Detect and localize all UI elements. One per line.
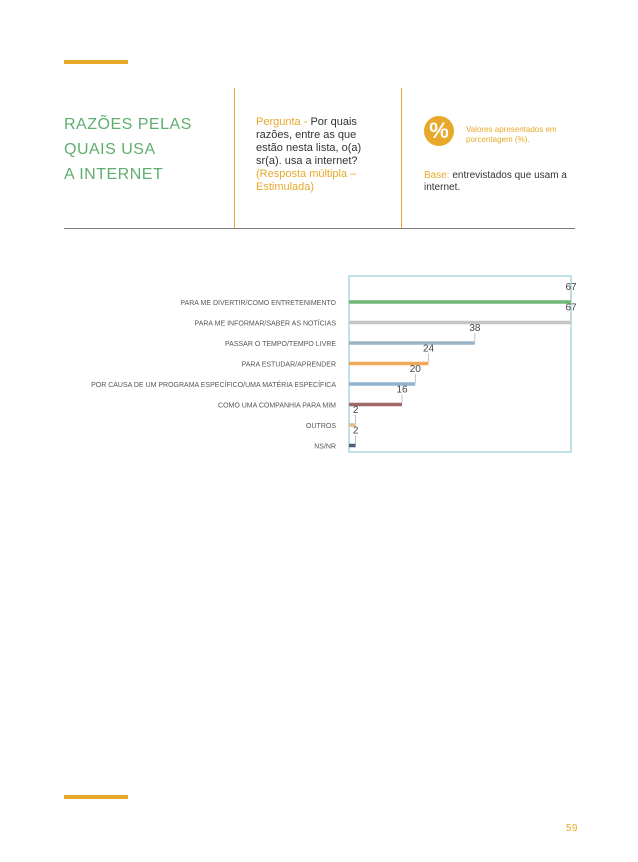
value-label: 67 — [565, 282, 577, 293]
bar — [349, 321, 571, 325]
value-label: 16 — [396, 384, 408, 396]
question-label: Pergunta - — [256, 116, 308, 128]
percent-icon: % — [424, 116, 454, 146]
value-label: 2 — [352, 425, 359, 437]
category-label: OUTROS — [306, 423, 336, 430]
category-label: COMO UMA COMPANHIA PARA MIM — [218, 402, 336, 410]
percent-note: Valores apresentados em porcentagem (%). — [466, 125, 557, 144]
title-line-1: RAZÕES PELAS — [64, 116, 192, 133]
title-line-2: QUAIS USA — [64, 141, 156, 158]
base-text: entrevistados que usam a internet. — [424, 170, 567, 193]
value-label: 2 — [352, 405, 359, 416]
value-label: 20 — [409, 364, 421, 375]
page-number: 59 — [565, 823, 578, 834]
category-label: PASSAR O TEMPO/TEMPO LIVRE — [225, 341, 336, 348]
category-label: PARA ESTUDAR/APRENDER — [241, 361, 336, 369]
value-label: 24 — [422, 343, 435, 355]
category-label: POR CAUSA DE UM PROGRAMA ESPECÍFICO/UMA MATÉRIA ESPECÍFICA — [91, 382, 336, 389]
value-label: 67 — [565, 302, 577, 314]
question-note: (Resposta múltipla – Estimulada) — [256, 168, 357, 193]
base-label: Base: — [424, 170, 450, 181]
question-text: Por quais razões, entre as que estão nesta lista, o(a) sr(a). usa a internet? — [256, 116, 362, 167]
title-line-3: A INTERNET — [64, 166, 164, 183]
value-label: 38 — [469, 323, 481, 334]
category-label: NS/NR — [314, 443, 336, 451]
category-label: PARA ME DIVERTIR/COMO ENTRETENIMENTO — [180, 300, 336, 307]
bar — [349, 444, 356, 448]
bar — [349, 341, 475, 345]
bar — [349, 300, 571, 304]
bottom-accent-bar — [64, 795, 128, 799]
category-label: PARA ME INFORMAR/SABER AS NOTÍCIAS — [194, 320, 336, 328]
